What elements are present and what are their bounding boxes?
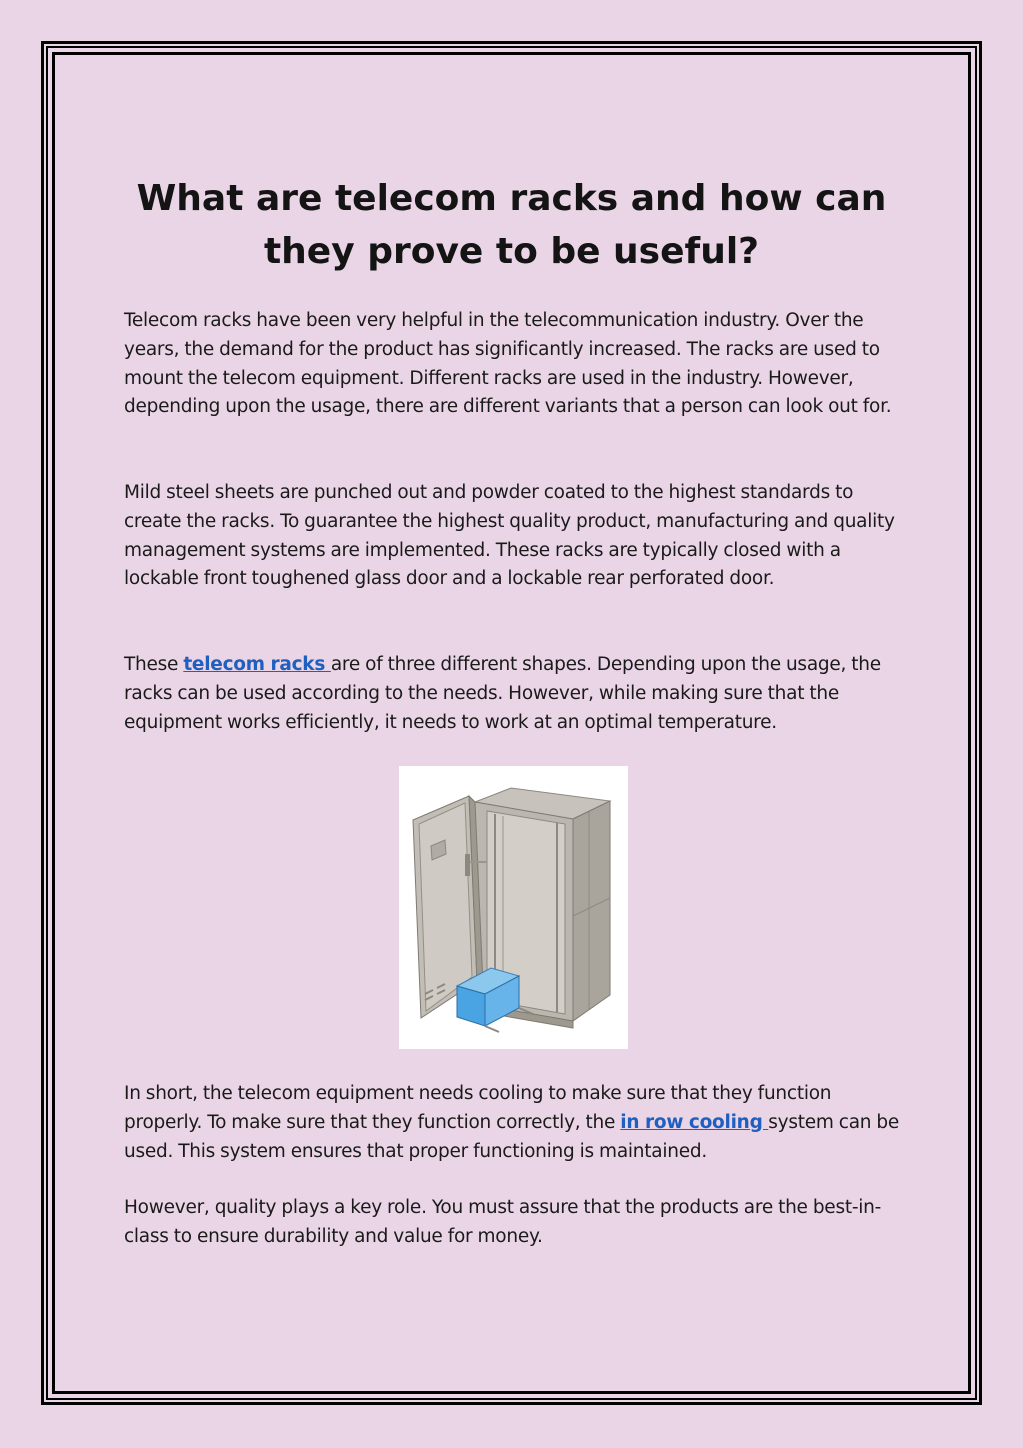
paragraph-quality: However, quality plays a key role. You must assure that the products are the best-in-class to ensure durability and value for money. xyxy=(124,1197,882,1247)
telecom-racks-link[interactable]: telecom racks xyxy=(183,654,331,675)
paragraph-shapes xyxy=(124,651,914,737)
paragraph-shapes-lead: These xyxy=(124,654,184,675)
paragraph-cooling xyxy=(124,1080,914,1166)
article-title xyxy=(110,172,913,278)
title-line-2: they prove to be useful? xyxy=(263,231,760,272)
telecom-rack-image xyxy=(399,766,628,1049)
paragraph-shapes-rest: are of three different shapes. Depending upon the usage, the racks can be used according to the needs. However, while making sure that the equipment works efficiently, it needs to work at an optimal temperature. xyxy=(124,654,881,733)
paragraph-intro: Telecom racks have been very helpful in the telecommunication industry. Over the years, the demand for the product has significantly increased. The racks are used to mount the telecom equipment. Different racks are used in the industry. However, depending upon the usage, there are different variants that a person can look out for. xyxy=(124,310,892,418)
paragraph-cooling-lead: In short, the telecom equipment needs cooling to make sure that they function properly. To make sure that they function correctly, the xyxy=(124,1083,832,1133)
paragraph-cooling-rest: system can be used. This system ensures that proper functioning is maintained. xyxy=(124,1111,900,1162)
title-line-1: What are telecom racks and how can xyxy=(136,178,887,219)
in-row-cooling-link[interactable]: in row cooling xyxy=(620,1111,769,1133)
paragraph-materials: Mild steel sheets are punched out and powder coated to the highest standards to create the racks. To guarantee the highest quality product, manufacturing and quality management systems are implemented. These racks are typically closed with a lockable front toughened glass door and a lockable rear perforated door. xyxy=(124,482,895,590)
